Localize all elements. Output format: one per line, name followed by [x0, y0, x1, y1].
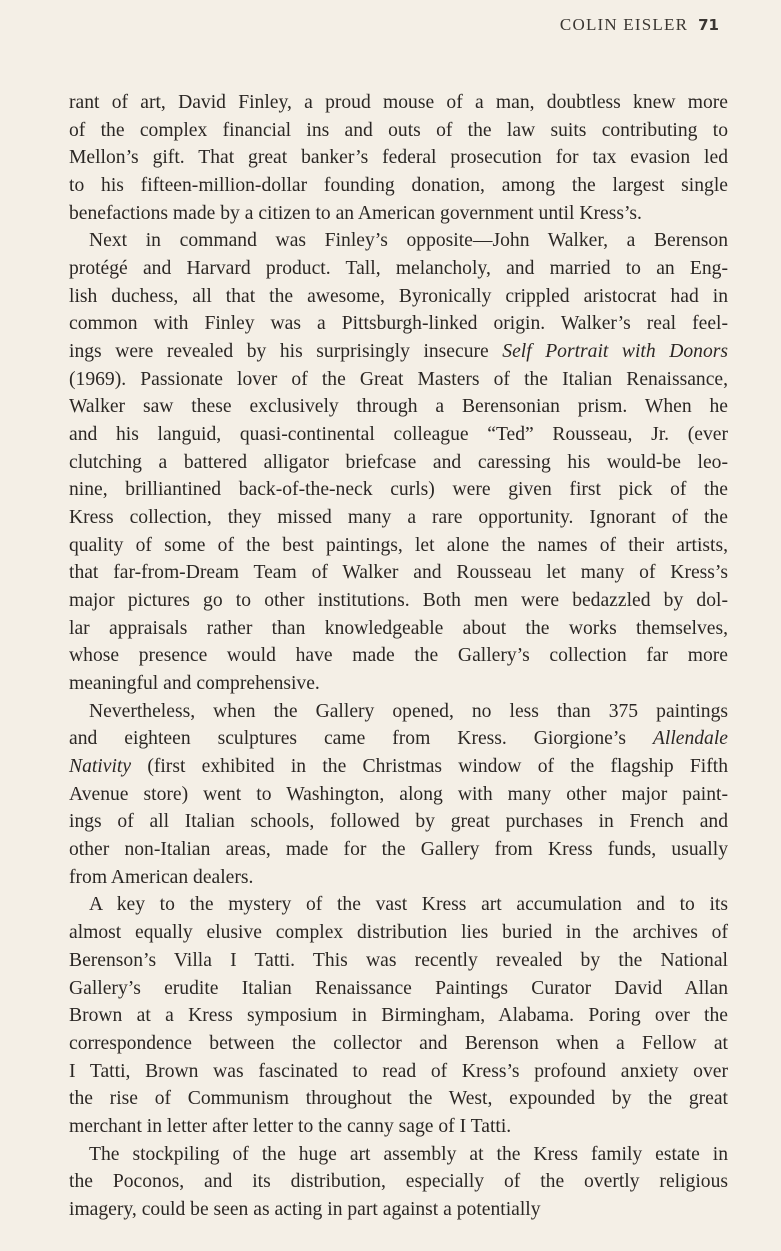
text-line — [69, 698, 728, 726]
text-line — [69, 919, 728, 947]
text-segment: other non-Italian areas, made for the Gallery from Kress funds, usually — [69, 839, 728, 861]
text-segment: (first exhibited in the Christmas window of the flagship Fifth — [131, 756, 728, 778]
text-line — [69, 172, 728, 200]
text-line — [69, 725, 728, 753]
text-segment: correspondence between the collector and Berenson when a Fellow at — [69, 1032, 728, 1054]
text-segment: whose presence would have made the Gallery’s collection far more — [69, 645, 728, 667]
text-line — [69, 947, 728, 975]
text-line — [69, 255, 728, 283]
text-segment: protégé and Harvard product. Tall, melancholy, and married to an Eng- — [69, 258, 728, 280]
text-line — [69, 781, 728, 809]
italic-title: Self Portrait with Donors — [502, 341, 728, 363]
text-segment: ings were revealed by his surprisingly insecure — [69, 341, 503, 363]
text-segment: I Tatti, Brown was fascinated to read of Kress’s profound anxiety over — [69, 1060, 728, 1082]
text-segment: meaningful and comprehensive. — [69, 673, 320, 695]
text-segment: to his fifteen-million-dollar founding donation, among the largest single — [69, 175, 728, 197]
text-segment: Brown at a Kress symposium in Birmingham, Alabama. Poring over the — [69, 1005, 728, 1027]
text-line — [69, 975, 728, 1003]
text-segment: Next in command was Finley’s opposite—John Walker, a Berenson — [89, 230, 728, 252]
text-segment: lar appraisals rather than knowledgeable about the works themselves, — [69, 617, 728, 639]
text-segment: quality of some of the best paintings, let alone the names of their artists, — [69, 534, 728, 556]
paragraph — [69, 891, 728, 1140]
text-line — [69, 670, 728, 698]
text-line — [69, 449, 728, 477]
running-header — [560, 15, 719, 35]
text-line — [69, 1196, 728, 1224]
text-segment: that far-from-Dream Team of Walker and Rousseau let many of Kress’s — [69, 562, 728, 584]
text-segment: common with Finley was a Pittsburgh-linked origin. Walker’s real feel- — [69, 313, 728, 335]
text-segment: almost equally elusive complex distribution lies buried in the archives of — [69, 922, 728, 944]
paragraph — [69, 89, 728, 227]
text-line — [69, 366, 728, 394]
text-segment: lish duchess, all that the awesome, Byronically crippled aristocrat had in — [69, 285, 728, 307]
text-segment: from American dealers. — [69, 866, 254, 888]
text-segment: and his languid, quasi-continental colleague “Ted” Rousseau, Jr. (ever — [69, 424, 728, 446]
text-line — [69, 476, 728, 504]
text-line — [69, 587, 728, 615]
text-line — [69, 504, 728, 532]
text-line — [69, 310, 728, 338]
text-segment: Gallery’s erudite Italian Renaissance Paintings Curator David Allan — [69, 977, 728, 999]
italic-title: Allendale — [652, 728, 728, 750]
text-line — [69, 393, 728, 421]
text-line — [69, 753, 728, 781]
text-line — [69, 1030, 728, 1058]
text-segment: the Poconos, and its distribution, especially of the overtly religious — [69, 1171, 728, 1193]
paragraph — [69, 227, 728, 697]
paragraph — [69, 1141, 728, 1224]
text-line — [69, 283, 728, 311]
text-line — [69, 1058, 728, 1086]
text-line — [69, 615, 728, 643]
text-segment: Nevertheless, when the Gallery opened, no less than 375 paintings — [89, 700, 728, 722]
text-segment: Avenue store) went to Washington, along with many other major paint- — [69, 783, 728, 805]
text-line — [69, 532, 728, 560]
text-line — [69, 1113, 728, 1141]
text-line — [69, 642, 728, 670]
text-segment: benefactions made by a citizen to an American government until Kress’s. — [69, 202, 642, 224]
italic-title: Nativity — [69, 756, 132, 778]
text-line — [69, 808, 728, 836]
text-line — [69, 864, 728, 892]
text-line — [69, 559, 728, 587]
text-segment: of the complex financial ins and outs of the law suits contributing to — [69, 119, 728, 141]
text-line — [69, 1085, 728, 1113]
text-segment: nine, brilliantined back-of-the-neck curls) were given first pick of the — [69, 479, 728, 501]
text-line — [69, 1141, 728, 1169]
text-segment: (1969). Passionate lover of the Great Masters of the Italian Renaissance, — [69, 368, 728, 390]
text-line — [69, 89, 728, 117]
body-text — [69, 89, 728, 1224]
text-line — [69, 117, 728, 145]
text-segment: Berenson’s Villa I Tatti. This was recently revealed by the National — [69, 949, 728, 971]
text-line — [69, 338, 728, 366]
text-segment: major pictures go to other institutions. Both men were bedazzled by dol- — [69, 590, 728, 612]
text-line — [69, 200, 728, 228]
text-segment: merchant in letter after letter to the canny sage of I Tatti. — [69, 1115, 512, 1137]
text-segment: The stockpiling of the huge art assembly at the Kress family estate in — [89, 1143, 728, 1165]
text-line — [69, 836, 728, 864]
text-segment: and eighteen sculptures came from Kress. Giorgione’s — [69, 728, 653, 750]
text-segment: Kress collection, they missed many a rare opportunity. Ignorant of the — [69, 507, 728, 529]
text-line — [69, 144, 728, 172]
text-segment: ings of all Italian schools, followed by great purchases in French and — [69, 811, 728, 833]
text-line — [69, 421, 728, 449]
text-segment: rant of art, David Finley, a proud mouse of a man, doubtless knew more — [69, 92, 728, 113]
text-line — [69, 1168, 728, 1196]
text-segment: the rise of Communism throughout the West, expounded by the great — [69, 1088, 728, 1110]
paragraph — [69, 698, 728, 892]
text-line — [69, 891, 728, 919]
text-segment: clutching a battered alligator briefcase and caressing his would-be leo- — [69, 451, 728, 473]
text-segment: imagery, could be seen as acting in part against a potentially — [69, 1198, 541, 1220]
text-segment: A key to the mystery of the vast Kress art accumulation and to its — [89, 894, 728, 916]
text-segment: Walker saw these exclusively through a Berensonian prism. When he — [69, 396, 728, 418]
text-line — [69, 227, 728, 255]
text-segment: Mellon’s gift. That great banker’s federal prosecution for tax evasion led — [69, 147, 728, 169]
running-header-author: COLIN EISLER — [559, 15, 689, 34]
page-number: 71 — [698, 16, 719, 34]
text-line — [69, 1002, 728, 1030]
